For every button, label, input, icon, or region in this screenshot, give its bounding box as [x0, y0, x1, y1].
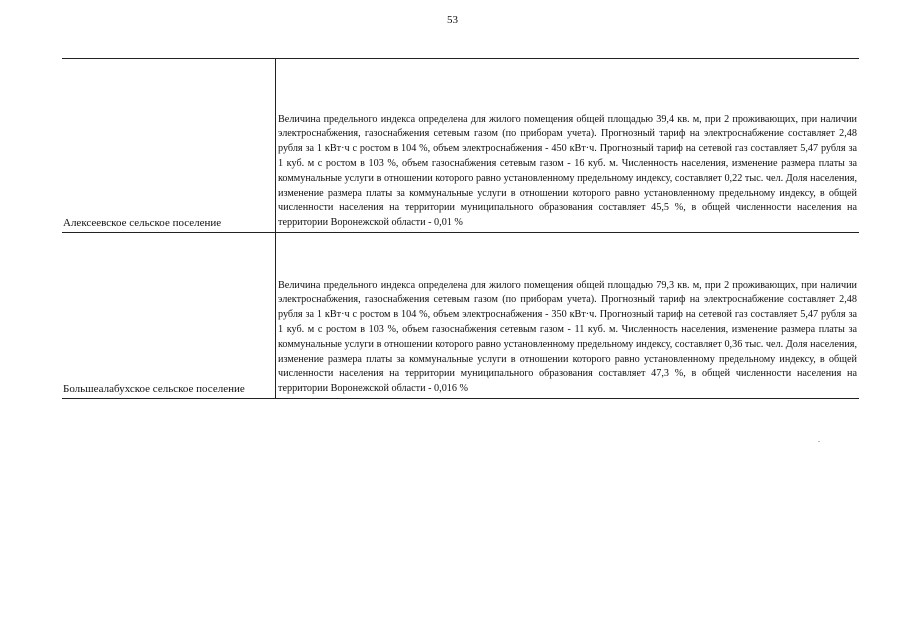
page-number: 53	[447, 14, 458, 26]
settlement-description: Величина предельного индекса определена для жилого помещения общей площадью 79,3 кв. м, при 2 проживающих, при наличии электроснабжения, газоснабжения сетевым газом (по приборам учета). Прогнозный тариф на электроснабжение составляет 2,48 рубля за 1 кВт·ч с ростом в 104 %, объем электроснабжения - 350 кВт·ч. Прогнозный тариф на сетевой газ составляет 5,47 рубля за 1 куб. м с ростом в 103 %, объем газоснабжения сетевым газом - 11 куб. м. Численность населения, изменение размера платы за коммунальные услуги в отношении которого равно установленному предельному индексу, составляет 0,36 тыс. чел. Доля населения, изменение размера платы за коммунальные услуги в отношении которого равно установленному предельному индексу, в общей численности населения на территории муниципального образования составляет 47,3 %, в общей численности населения на территории Воронежской области - 0,016 %	[278, 279, 857, 395]
settlement-description: Величина предельного индекса определена для жилого помещения общей площадью 39,4 кв. м, при 2 проживающих, при наличии электроснабжения, газоснабжения сетевым газом (по приборам учета). Прогнозный тариф на электроснабжение составляет 2,48 рубля за 1 кВт·ч с ростом в 104 %, объем электроснабжения - 450 кВт·ч. Прогнозный тариф на сетевой газ составляет 5,47 рубля за 1 куб. м с ростом в 103 %, объем газоснабжения сетевым газом - 16 куб. м. Численность населения, изменение размера платы за коммунальные услуги в отношении которого равно установленному предельному индексу, составляет 0,22 тыс. чел. Доля населения, изменение размера платы за коммунальные услуги в отношении которого равно установленному предельному индексу, в общей численности населения на территории муниципального образования составляет 45,5 %, в общей численности населения на территории Воронежской области - 0,01 %	[278, 113, 857, 229]
table-row	[62, 59, 859, 233]
settlement-name: Большеалабухское сельское поселение	[62, 233, 276, 399]
settlement-name: Алексеевское сельское поселение	[62, 59, 276, 233]
scan-speck	[818, 441, 820, 442]
index-table	[62, 58, 859, 399]
settlement-description-cell	[276, 59, 860, 233]
table-row	[62, 233, 859, 399]
settlement-description-cell	[276, 233, 860, 399]
